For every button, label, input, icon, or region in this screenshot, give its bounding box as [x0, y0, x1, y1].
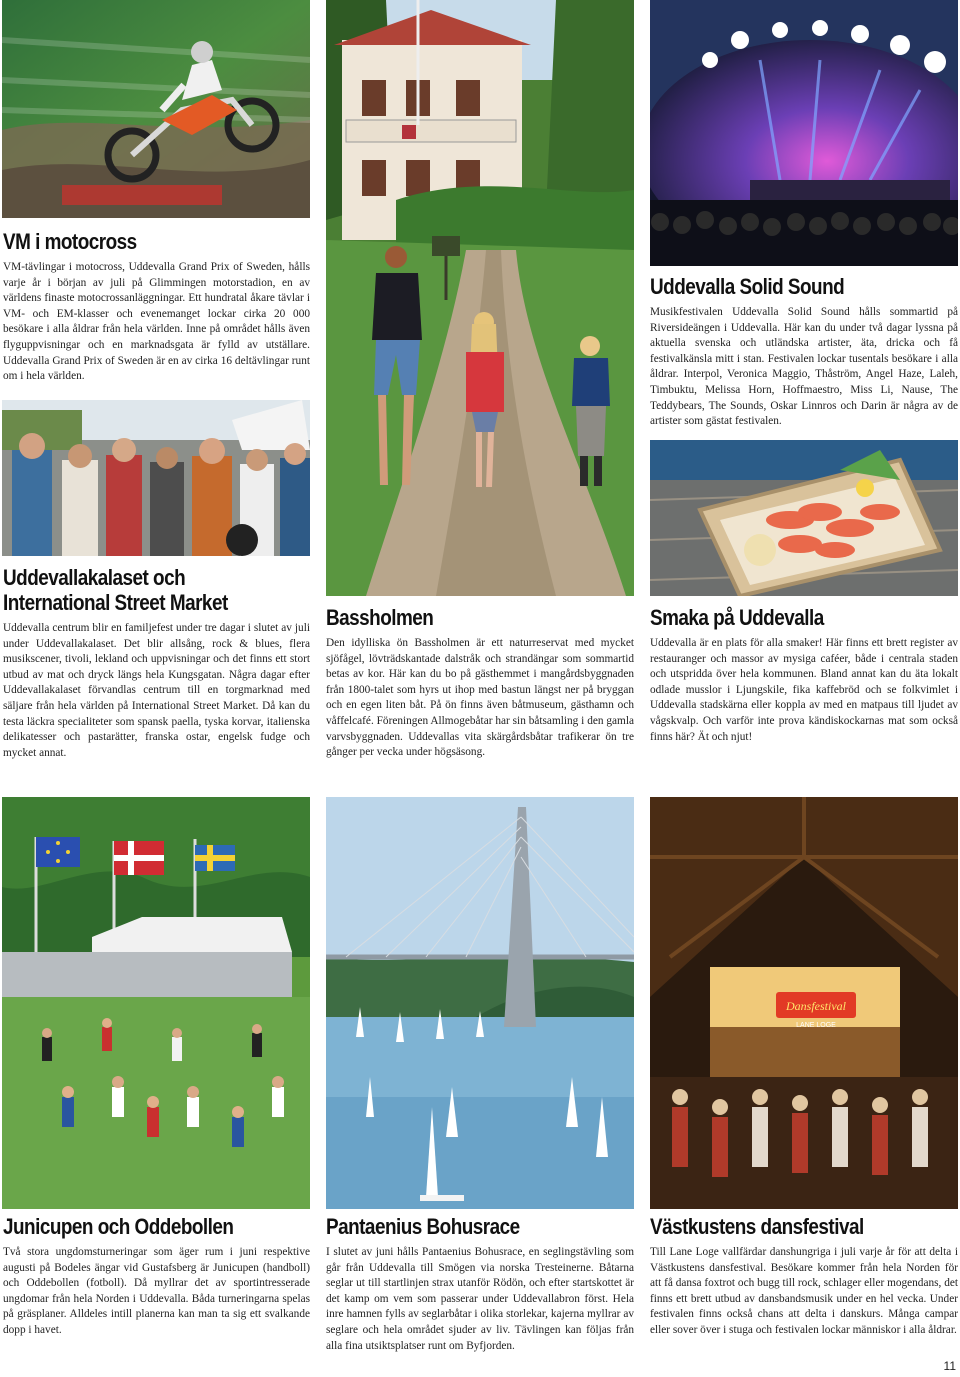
solid-sound-body: Musikfestivalen Uddevalla Solid Sound hålls sommartid på Riversideängen i Uddevalla. Här kan du under två dagar lyssna på aktuella svenska och utländska artister, äta, dricka och få festivalkänsla mitt i stan. Festivalen lockar tusentals besökare i alla åldrar. Interpol, Veronica Maggio, Thåström, Angel Haze, Laleh, Timbuktu, Melissa Horn, Hoffmaestro, Miss Li, Nause, The Teddybears, The Sounds, Oskar Linnros och Darin är några av de artister som gästat festivalen.	[650, 306, 958, 428]
motocross-title: VM i motocross	[3, 229, 137, 254]
dance-banner-sub: LANE LOGE	[796, 1022, 836, 1029]
section-dansfestival	[650, 1214, 958, 1339]
photo-solid-sound-concert	[650, 0, 958, 266]
photo-bassholmen-house	[326, 0, 634, 596]
photo-kalaset-crowd	[2, 400, 310, 556]
section-solid-sound	[650, 274, 958, 430]
photo-motocross	[2, 0, 310, 218]
section-pantaenius	[326, 1214, 634, 1354]
photo-dansfestival-hall	[650, 797, 958, 1209]
section-motocross	[3, 229, 310, 385]
junicupen-body: Två stora ungdomsturneringar som äger rum i juni respektive augusti på Bodeles ängar vid Gustafsberg är Junicupen (handboll) och Oddebollen (fotboll). Då myllrar det av sportintresserade ungdomar från hela Norden i Uddevalla. Båda turneringarna spelas på gräsplaner. Alldeles intill planerna kan man ta sig ett svalkande dopp i havet.	[3, 1246, 310, 1336]
dansfestival-body: Till Lane Loge vallfärdar danshungriga i juli varje år för att delta i Västkustens dansfestival. Besökare kommer från hela Norden för att få dansa foxtrot och bugg till rock, schlager eller mogendans, det finns ett brett utbud av dansbandsmusik under en hel vecka. Under festivalen finns också chans att delta i danskurs. Många campar eller sover över i stuga och festivalen lockar människor i alla åldrar.	[650, 1246, 958, 1336]
solid-sound-title: Uddevalla Solid Sound	[650, 274, 845, 299]
section-kalaset	[3, 565, 310, 761]
kalaset-title-line2: International Street Market	[3, 590, 228, 615]
kalaset-title-line1: Uddevallakalaset och	[3, 565, 186, 590]
smaka-title: Smaka på Uddevalla	[650, 605, 824, 630]
page-number: 11	[943, 1359, 956, 1373]
junicupen-title: Junicupen och Oddebollen	[3, 1214, 234, 1239]
photo-pantaenius-bridge	[326, 797, 634, 1209]
kalaset-body: Uddevalla centrum blir en familjefest under tre dagar i slutet av juli under Uddevallakalaset. Det blir allsång, rock & blues, flera musikscener, tivoli, lekland och uppvisningar och det finns ett stort utbud av mat och dryck längs hela Kungsgatan. Några dagar efter Uddevallakalaset förvandlas centrum till en torgmarknad med säljare från hela världen på International Street Market. Då kan du testa läckra specialiteter som spansk paella, tyska korvar, italienska delikatesser och pastarätter, franska ostar, engelsk fudge och mycket annat.	[3, 622, 310, 759]
bassholmen-body: Den idylliska ön Bassholmen är ett naturreservat med mycket sjöfågel, lövträdskantade dalstråk och strandängar som sommartid betas av kor. Här kan du bo på gästhemmet i mangårdsbyggnaden från 1800-talet som hyrs ut ihop med bastun längst ner på bryggan och en egen liten båt. På ön finns även båtmuseum, gästhamn och våffelcafé. Föreningen Allmogebåtar har sin båtsamling i den gamla varvsbyggnaden. Uddevallas vita skärgårdsbåtar trafikerar ön tre gånger per vecka under högsäsong.	[326, 637, 634, 759]
motocross-body: VM-tävlingar i motocross, Uddevalla Grand Prix of Sweden, hålls varje år i början av juli på Glimmingen motorstadion, en av världens finaste motocrossanläggningar. Ett hundratal åkare tävlar i VM- och EM-klasser och evenemanget lockar cirka 20 000 besökare i alla åldrar från hela världen. Inne på området hålls även flyguppvisningar och en marknadsgata är fylld av utställare. Uddevalla Grand Prix of Sweden är en av cirka 16 deltävlingar runt om i hela världen.	[3, 261, 310, 383]
pantaenius-title: Pantaenius Bohusrace	[326, 1214, 520, 1239]
section-junicupen	[3, 1214, 310, 1339]
dance-banner-text: Dansfestival	[786, 999, 846, 1013]
dansfestival-title: Västkustens dansfestival	[650, 1214, 864, 1239]
pantaenius-body: I slutet av juni hålls Pantaenius Bohusrace, en seglingstävling som går från Uddevalla till Smögen via norska Tresteinerne. Båtarna seglar ut till startlinjen strax utanför Rödön, och efter startskottet är det kamp om vem som passerar under Uddevallabron först. Hela inre hamnen fylls av seglarbåtar i olika storlekar, kajerna myllrar av seglare och hela området sjuder av liv. Tävlingen kan följas från alla fina utsiktsplatser runt om Byfjorden.	[326, 1246, 634, 1352]
smaka-body: Uddevalla är en plats för alla smaker! Här finns ett brett register av restauranger och massor av mysiga caféer, både i centrala staden och utspridda över hela kommunen. Bland annat kan du äta lokalt odlade musslor i Ljungskile, fika kaffebröd och se folkvimlet i Uddevalla stadskärna eller koppla av med en matpaus till ljudet av vågskvalp. Och varför inte prova kändiskockarnas mat som också finns här? Ät och njut!	[650, 637, 958, 743]
section-bassholmen	[326, 605, 634, 761]
photo-smaka-shrimp-box	[650, 440, 958, 596]
section-smaka	[650, 605, 958, 745]
bassholmen-title: Bassholmen	[326, 605, 434, 630]
photo-junicupen-field	[2, 797, 310, 1209]
